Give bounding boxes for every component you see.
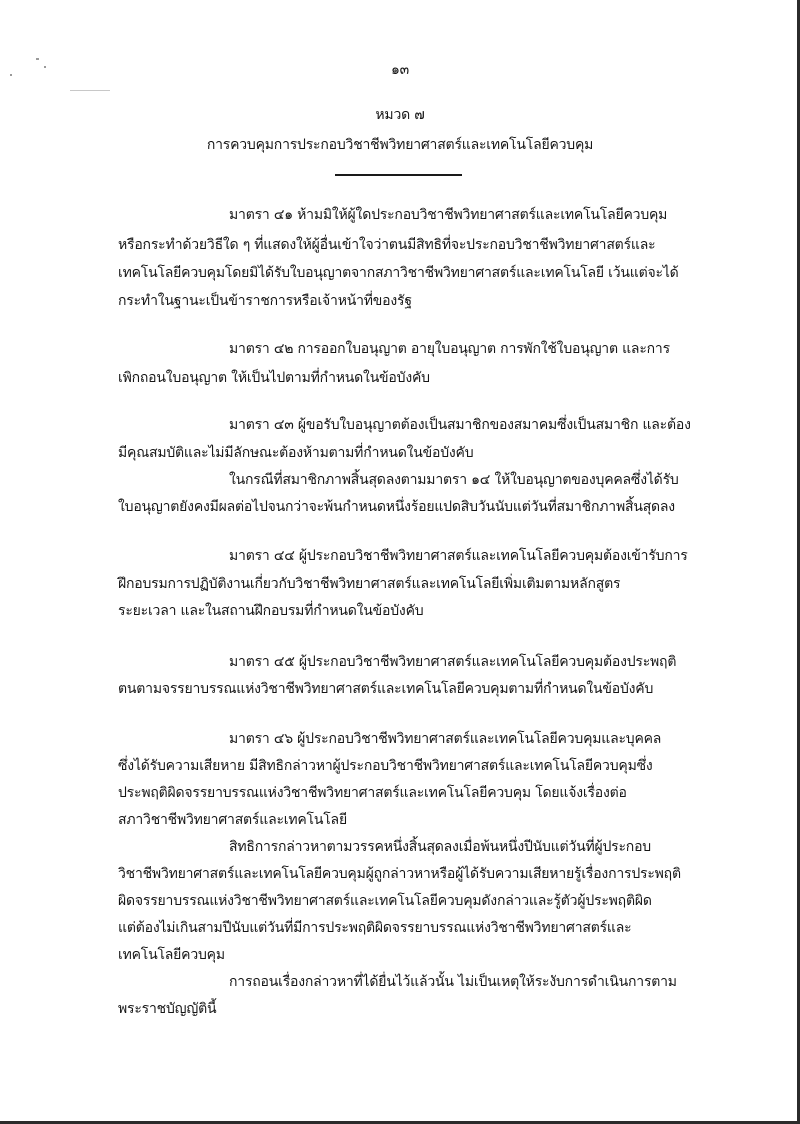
section-43-line-2: มีคุณสมบัติและไม่มีลักษณะต้องห้ามตามที่กำหนดในข้อบังคับ xyxy=(118,445,474,461)
section-43-line-1: มาตรา ๔๓ ผู้ขอรับใบอนุญาตต้องเป็นสมาชิกของสมาคมซึ่งเป็นสมาชิก และต้อง xyxy=(229,417,691,433)
chapter-title: การควบคุมการประกอบวิชาชีพวิทยาศาสตร์และเทคโนโลยีควบคุม xyxy=(206,137,594,153)
section-46-line-10: การถอนเรื่องกล่าวหาที่ได้ยื่นไว้แล้วนั้น ไม่เป็นเหตุให้ระงับการดำเนินการตาม xyxy=(229,974,677,990)
section-43-line-3: ในกรณีที่สมาชิกภาพสิ้นสุดลงตามมาตรา ๑๔ ให้ใบอนุญาตของบุคคลซึ่งได้รับ xyxy=(229,472,679,488)
section-46-line-3: ประพฤติผิดจรรยาบรรณแห่งวิชาชีพวิทยาศาสตร์และเทคโนโลยีควบคุม โดยแจ้งเรื่องต่อ xyxy=(118,785,627,801)
section-46-line-9: เทคโนโลยีควบคุม xyxy=(118,947,225,963)
section-45-line-1: มาตรา ๔๕ ผู้ประกอบวิชาชีพวิทยาศาสตร์และเทคโนโลยีควบคุมต้องประพฤติ xyxy=(229,654,677,670)
page-number: ๑๓ xyxy=(390,62,410,78)
section-46-line-2: ซึ่งได้รับความเสียหาย มีสิทธิกล่าวหาผู้ประกอบวิชาชีพวิทยาศาสตร์และเทคโนโลยีควบคุมซึ่ง xyxy=(118,758,653,774)
section-41-line-1: มาตรา ๔๑ ห้ามมิให้ผู้ใดประกอบวิชาชีพวิทยาศาสตร์และเทคโนโลยีควบคุม xyxy=(229,207,668,223)
section-46-line-1: มาตรา ๔๖ ผู้ประกอบวิชาชีพวิทยาศาสตร์และเทคโนโลยีควบคุมและบุคคล xyxy=(229,731,662,747)
section-44-line-1: มาตรา ๔๔ ผู้ประกอบวิชาชีพวิทยาศาสตร์และเทคโนโลยีควบคุมต้องเข้ารับการ xyxy=(229,548,688,564)
section-46-line-4: สภาวิชาชีพวิทยาศาสตร์และเทคโนโลยี xyxy=(118,812,347,828)
section-44-line-2: ฝึกอบรมการปฏิบัติงานเกี่ยวกับวิชาชีพวิทยาศาสตร์และเทคโนโลยีเพิ่มเติมตามหลักสูตร xyxy=(118,576,621,592)
scan-speck xyxy=(70,90,110,91)
section-46-line-5: สิทธิการกล่าวหาตามวรรคหนึ่งสิ้นสุดลงเมื่อพ้นหนึ่งปีนับแต่วันที่ผู้ประกอบ xyxy=(229,839,651,855)
section-45-line-2: ตนตามจรรยาบรรณแห่งวิชาชีพวิทยาศาสตร์และเทคโนโลยีควบคุมตามที่กำหนดในข้อบังคับ xyxy=(118,681,654,697)
section-46-line-6: วิชาชีพวิทยาศาสตร์และเทคโนโลยีควบคุมผู้ถูกล่าวหาหรือผู้ได้รับความเสียหายรู้เรื่องการประพฤติ xyxy=(118,866,681,882)
chapter-heading: หมวด ๗ xyxy=(375,107,425,123)
section-44-line-3: ระยะเวลา และในสถานฝึกอบรมที่กำหนดในข้อบังคับ xyxy=(118,603,424,619)
section-42-line-1: มาตรา ๔๒ การออกใบอนุญาต อายุใบอนุญาต การพักใช้ใบอนุญาต และการ xyxy=(229,341,670,357)
section-42-line-2: เพิกถอนใบอนุญาต ให้เป็นไปตามที่กำหนดในข้อบังคับ xyxy=(118,370,430,386)
section-41-line-2: หรือกระทำด้วยวิธีใด ๆ ที่แสดงให้ผู้อื่นเข้าใจว่าตนมีสิทธิที่จะประกอบวิชาชีพวิทยาศาสตร์และ xyxy=(118,237,656,253)
section-41-line-3: เทคโนโลยีควบคุมโดยมิได้รับใบอนุญาตจากสภาวิชาชีพวิทยาศาสตร์และเทคโนโลยี เว้นแต่จะได้ xyxy=(118,265,679,281)
section-41-line-4: กระทำในฐานะเป็นข้าราชการหรือเจ้าหน้าที่ของรัฐ xyxy=(118,293,412,309)
section-46-line-7: ผิดจรรยาบรรณแห่งวิชาชีพวิทยาศาสตร์และเทคโนโลยีควบคุมดังกล่าวและรู้ตัวผู้ประพฤติผิด xyxy=(118,893,652,909)
section-46-line-8: แต่ต้องไม่เกินสามปีนับแต่วันที่มีการประพฤติผิดจรรยาบรรณแห่งวิชาชีพวิทยาศาสตร์และ xyxy=(118,920,632,936)
section-43-line-4: ใบอนุญาตยังคงมีผลต่อไปจนกว่าจะพ้นกำหนดหนึ่งร้อยแปดสิบวันนับแต่วันที่สมาชิกภาพสิ้นสุดลง xyxy=(118,499,675,515)
section-46-line-11: พระราชบัญญัตินี้ xyxy=(118,1001,217,1017)
section-divider xyxy=(335,174,462,176)
